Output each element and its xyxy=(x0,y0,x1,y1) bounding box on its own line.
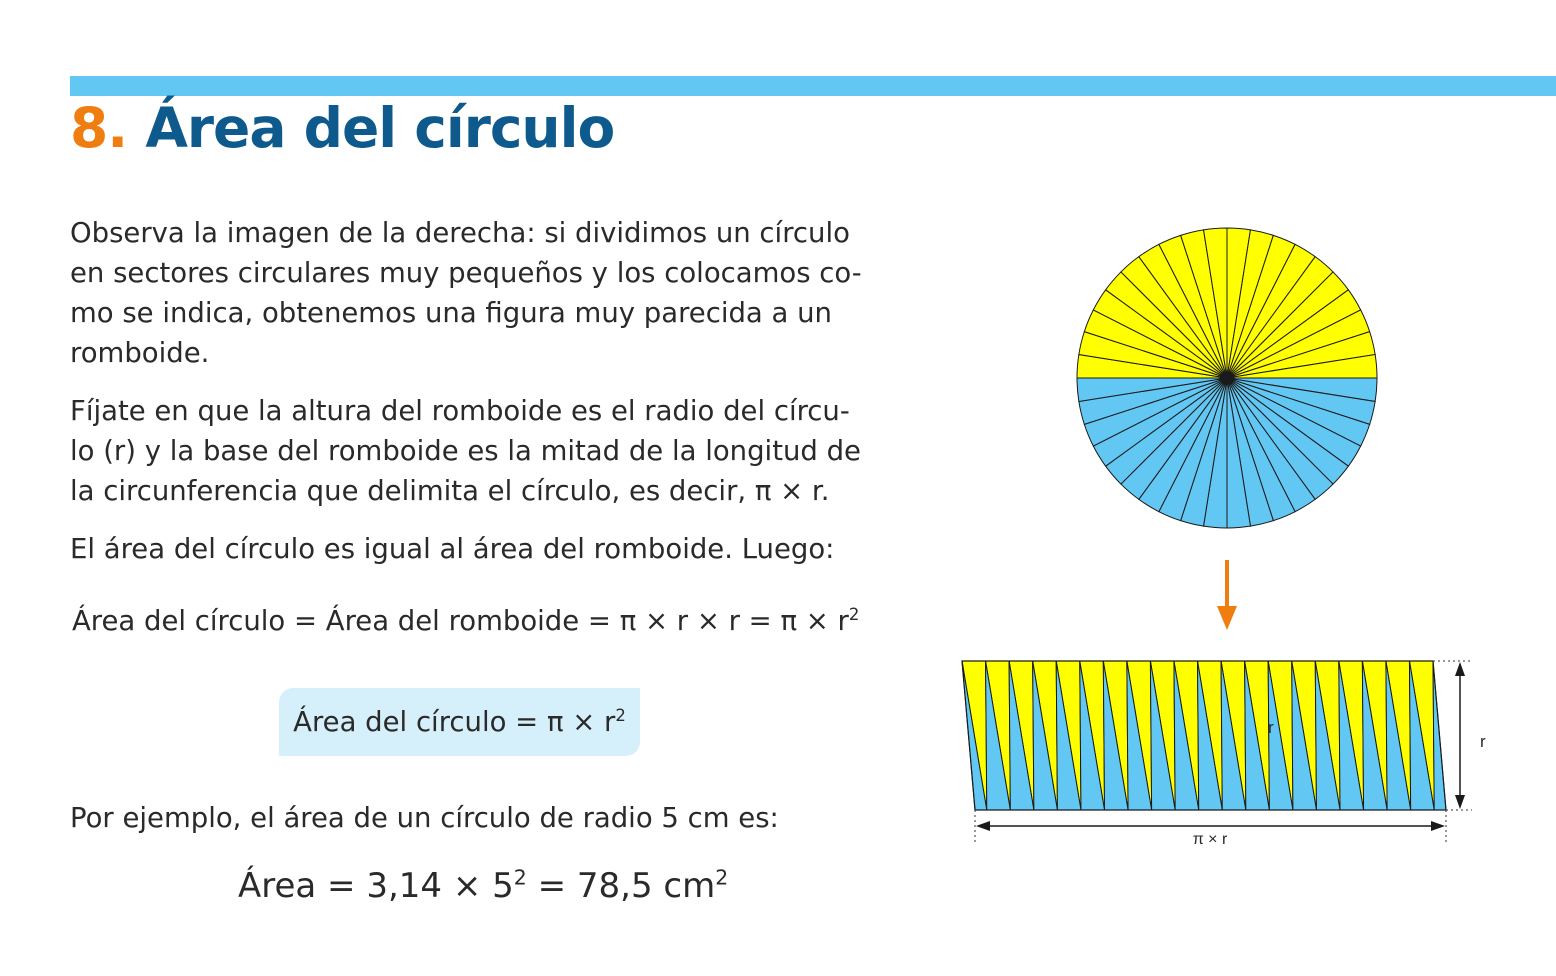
text-line: la circunferencia que delimita el círculo, es decir, π × r. xyxy=(70,475,830,507)
example-exponent-1: 2 xyxy=(513,865,527,890)
section-number: 8. xyxy=(70,96,128,160)
example-part1: Área = 3,14 × 5 xyxy=(238,866,514,906)
derivation-text: Área del círculo = Área del romboide = π × r × r = π × r xyxy=(72,605,849,637)
sector-circle xyxy=(1077,228,1377,528)
example-exponent-2: 2 xyxy=(715,865,729,890)
rhomboid xyxy=(962,661,1446,810)
arrow-head xyxy=(1217,606,1237,630)
height-arrow-top xyxy=(1455,662,1465,676)
text-line: en sectores circulares muy pequeños y los colocamos co- xyxy=(70,257,862,289)
transform-arrow xyxy=(1217,560,1237,630)
base-label: π × r xyxy=(1192,831,1228,848)
text-line: Observa la imagen de la derecha: si dividimos un círculo xyxy=(70,217,850,249)
key-formula-exponent: 2 xyxy=(615,705,626,725)
text-line: El área del círculo es igual al área del romboide. Luego: xyxy=(70,533,835,565)
text-line: mo se indica, obtenemos una figura muy parecida a un xyxy=(70,297,832,329)
text-line: romboide. xyxy=(70,337,210,369)
section-title-text: Área del círculo xyxy=(145,96,615,160)
inner-radius-label: r xyxy=(1268,718,1274,737)
text-line: lo (r) y la base del romboide es la mitad de la longitud de xyxy=(70,435,861,467)
base-arrow-right xyxy=(1431,821,1445,831)
height-label: r xyxy=(1480,732,1486,751)
derivation-exponent: 2 xyxy=(848,604,860,624)
circle-center xyxy=(1221,372,1233,384)
example-part2: = 78,5 cm xyxy=(526,866,716,906)
base-arrow-left xyxy=(976,821,990,831)
height-arrow-bottom xyxy=(1455,795,1465,809)
key-formula-text: Área del círculo = π × r xyxy=(293,706,616,738)
text-line: Fíjate en que la altura del romboide es el radio del círcu- xyxy=(70,395,850,427)
text-line: Por ejemplo, el área de un círculo de radio 5 cm es: xyxy=(70,802,779,834)
